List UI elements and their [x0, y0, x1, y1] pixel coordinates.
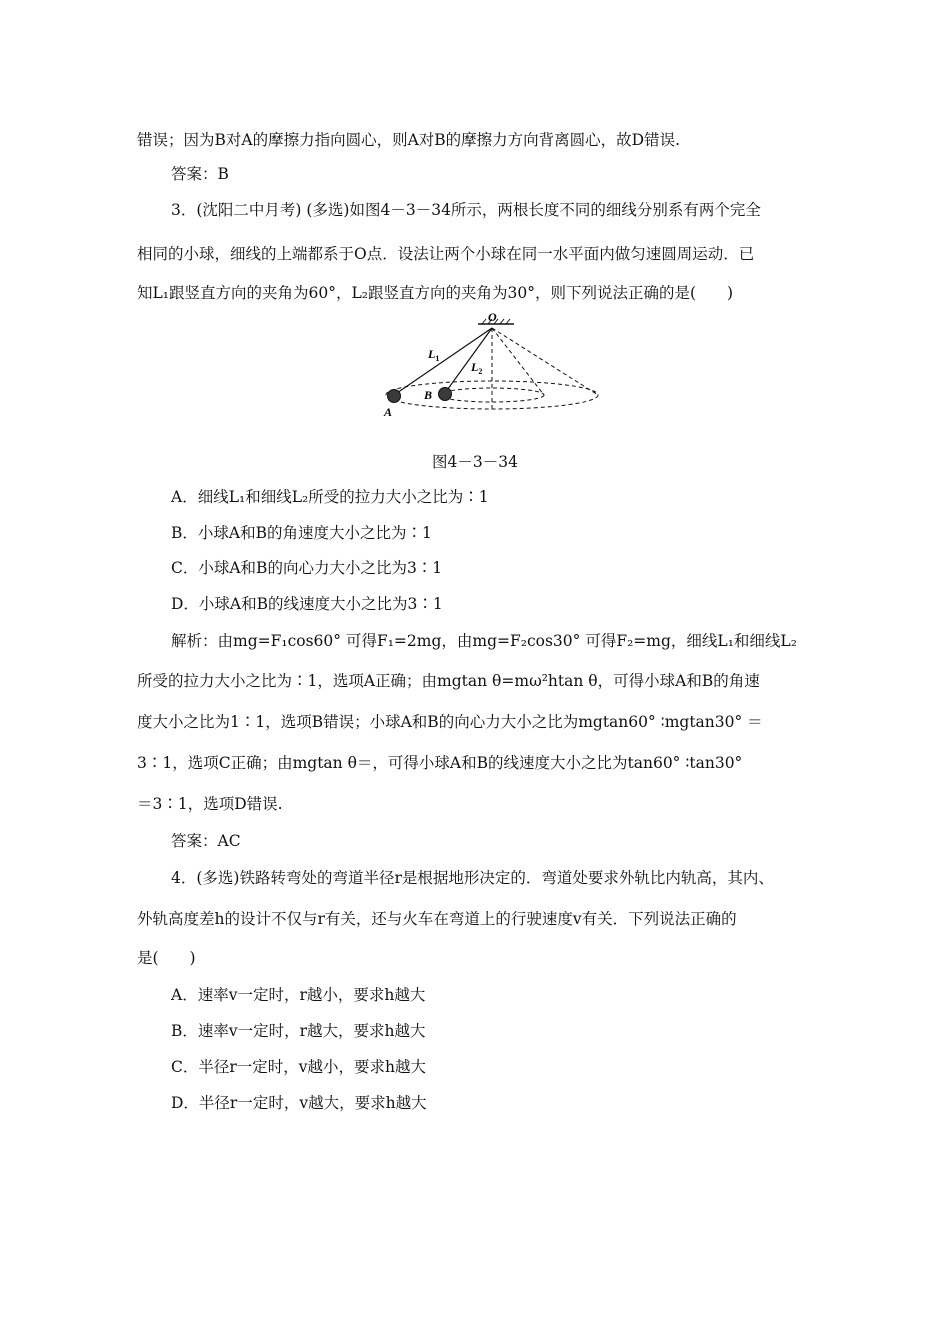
answer-line: 答案：B — [171, 165, 229, 183]
question-4-line: 4．(多选)铁路转弯处的弯道半径r是根据地形决定的．弯道处要求外轨比内轨高，其内、 — [171, 869, 774, 887]
figure-caption: 图4－3－34 — [432, 453, 518, 471]
label-l1: $L_1$ — [428, 347, 440, 363]
question-4-line: 是( ) — [137, 949, 196, 967]
answer-line: 答案：AC — [171, 832, 241, 850]
label-a: A — [384, 405, 393, 419]
analysis-line: 所受的拉力大小之比为∶1，选项A正确；由mgtan θ=mω²htan θ，可得小球A和B的角速 — [137, 672, 760, 690]
label-l2: $L_2$ — [471, 360, 483, 376]
option-a: A．细线L₁和细线L₂所受的拉力大小之比为∶1 — [171, 488, 489, 506]
inner-cone-edge — [492, 328, 544, 395]
ball-b — [439, 388, 452, 401]
option-c: C．半径r一定时，v越小，要求h越大 — [171, 1058, 427, 1076]
option-d: D．小球A和B的线速度大小之比为3∶1 — [171, 595, 443, 613]
question-4-line: 外轨高度差h的设计不仅与r有关，还与火车在弯道上的行驶速度v有关．下列说法正确的 — [137, 910, 737, 928]
option-b: B．速率v一定时，r越大，要求h越大 — [171, 1022, 426, 1040]
analysis-line: 度大小之比为1∶1，选项B错误；小球A和B的向心力大小之比为mgtan60° ∶mgtan30° ＝ — [137, 713, 763, 731]
cone-edge — [492, 328, 598, 395]
string-l2 — [445, 328, 492, 393]
question-3-line: 知L₁跟竖直方向的夹角为60°，L₂跟竖直方向的夹角为30°，则下列说法正确的是( ) — [137, 284, 734, 302]
option-c: C．小球A和B的向心力大小之比为3∶1 — [171, 559, 443, 577]
option-b: B．小球A和B的角速度大小之比为∶1 — [171, 524, 432, 542]
analysis-line: ＝3∶1，选项D错误. — [137, 795, 283, 813]
question-3-line: 相同的小球，细线的上端都系于O点．设法让两个小球在同一水平面内做匀速圆周运动．已 — [137, 245, 755, 263]
label-b: B — [424, 388, 433, 402]
text-line: 错误；因为B对A的摩擦力指向圆心，则A对B的摩擦力方向背离圆心，故D错误. — [137, 131, 681, 149]
question-3-line: 3．(沈阳二中月考) (多选)如图4－3－34所示，两根长度不同的细线分别系有两个完全 — [171, 201, 761, 219]
pendulum-figure — [378, 310, 638, 428]
option-a: A．速率v一定时，r越小，要求h越大 — [171, 986, 426, 1004]
label-o: O — [488, 310, 497, 324]
analysis-line: 3∶1，选项C正确；由mgtan θ＝，可得小球A和B的线速度大小之比为tan60° ∶tan30° — [137, 754, 743, 772]
option-d: D．半径r一定时，v越大，要求h越大 — [171, 1094, 427, 1112]
ball-a — [388, 390, 401, 403]
analysis-line: 解析：由mg=F₁cos60° 可得F₁=2mg，由mg=F₂cos30° 可得F₂=mg，细线L₁和细线L₂ — [171, 632, 797, 650]
